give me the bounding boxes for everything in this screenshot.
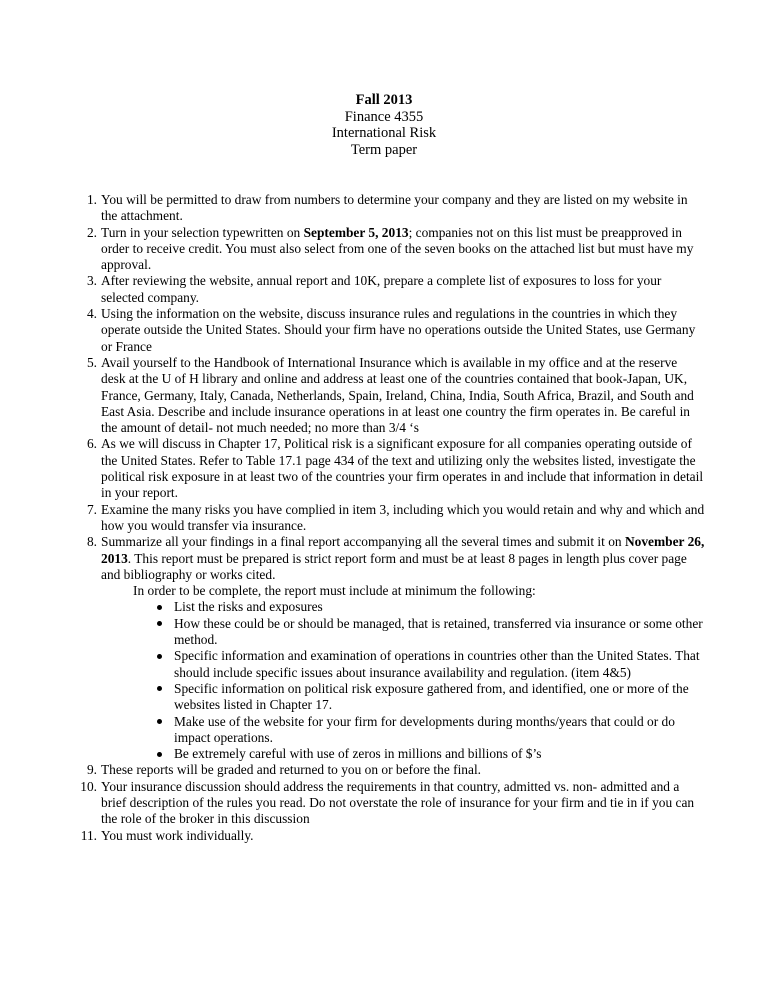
bullet-item: Be extremely careful with use of zeros in millions and billions of $’s <box>155 746 705 762</box>
list-item <box>75 306 705 355</box>
list-item-number: 10. <box>80 778 97 794</box>
semester-heading: Fall 2013 <box>355 92 413 108</box>
list-item <box>75 828 705 844</box>
list-item-number: 6. <box>86 436 97 452</box>
list-item-number: 8. <box>86 534 97 550</box>
list-item-text: Turn in your selection typewritten on September 5, 2013; companies not on this list must be preapproved in order to receive credit. You must also select from one of the seven books on the attached list but must have my approval. <box>101 224 694 273</box>
list-item-text: Using the information on the website, discuss insurance rules and regulations in the countries in which they operate outside the United States. Should your firm have no operations outside the United States, use Germany or France <box>101 306 696 354</box>
bullet-item: Specific information on political risk exposure gathered from, and identified, one or more of the websites listed in Chapter 17. <box>155 681 705 714</box>
list-item <box>75 779 705 828</box>
course-title: International Risk <box>331 125 437 141</box>
selection-due-date: September 5, 2013 <box>303 224 409 240</box>
list-item-text: You must work individually. <box>101 827 254 843</box>
course-number: Finance 4355 <box>344 108 424 125</box>
document-header <box>0 92 768 158</box>
report-requirements-intro: In order to be complete, the report must include at minimum the following: <box>133 583 536 599</box>
list-item-number: 2. <box>86 224 97 240</box>
list-item-number: 5. <box>86 354 97 370</box>
instruction-list <box>75 192 705 844</box>
bullet-item: Make use of the website for your firm for developments during months/years that could or do impact operations. <box>155 714 705 747</box>
bullet-item: Specific information and examination of operations in countries other than the United States. That should include specific issues about insurance availability and regulation. (item 4&5) <box>155 648 705 681</box>
list-item-text: Summarize all your findings in a final report accompanying all the several times and submit it on November 26, 2013. This report must be prepared is strict report form and must be at least 8 pages in length plus cover page and bibliography or works cited. <box>101 534 705 582</box>
report-due-date: November 26, 2013 <box>101 534 705 566</box>
bullet-item: How these could be or should be managed, that is retained, transferred via insurance or some other method. <box>155 616 705 649</box>
list-item-number: 11. <box>80 827 97 843</box>
list-item <box>75 762 705 778</box>
list-item <box>75 534 705 583</box>
list-item-text: Your insurance discussion should address the requirements in that country, admitted vs. non- admitted and a brief description of the rules you read. Do not overstate the role of insurance for your firm and tie in if you can the role of the broker in this discussion <box>101 778 695 827</box>
list-item <box>75 192 705 225</box>
list-item-text: Avail yourself to the Handbook of International Insurance which is available in my office and at the reserve desk at the U of H library and online and address at least one of the countries contained that book-Japan, UK, France, Germany, Italy, Canada, Netherlands, Spain, Ireland, China, India, South Africa, Brazil, and South and East Asia. Describe and include insurance operations in at least one country the firm operates in. Be careful in the amount of detail- not much needed; no more than 3/4 ‘s <box>101 354 694 436</box>
list-item-number: 3. <box>86 273 97 289</box>
list-item <box>75 355 705 436</box>
list-item-text: Examine the many risks you have complied in item 3, including which you would retain and why and which and how you would transfer via insurance. <box>101 501 705 533</box>
list-item-number: 9. <box>86 762 97 778</box>
assignment-title: Term paper <box>350 141 418 158</box>
list-item <box>75 436 705 501</box>
list-item-number: 4. <box>86 306 97 322</box>
list-item-text: You will be permitted to draw from numbers to determine your company and they are listed on my website in the attachment. <box>101 192 688 224</box>
list-item-number: 7. <box>86 501 97 517</box>
list-item-number: 1. <box>86 192 97 207</box>
list-item-text: As we will discuss in Chapter 17, Political risk is a significant exposure for all companies operating outside of the United States. Refer to Table 17.1 page 434 of the text and utilizing only the websites listed, investigate the political risk exposure in at least two of the countries your firm operates in and include that information in detail in your report. <box>101 436 704 501</box>
list-item-text: These reports will be graded and returned to you on or before the final. <box>101 762 482 778</box>
list-item <box>75 273 705 306</box>
report-requirements-list <box>75 599 705 762</box>
list-item <box>75 225 705 274</box>
list-item <box>75 502 705 535</box>
bullet-item: List the risks and exposures <box>155 599 705 615</box>
list-item-text: After reviewing the website, annual report and 10K, prepare a complete list of exposures to loss for your selected company. <box>101 273 662 305</box>
